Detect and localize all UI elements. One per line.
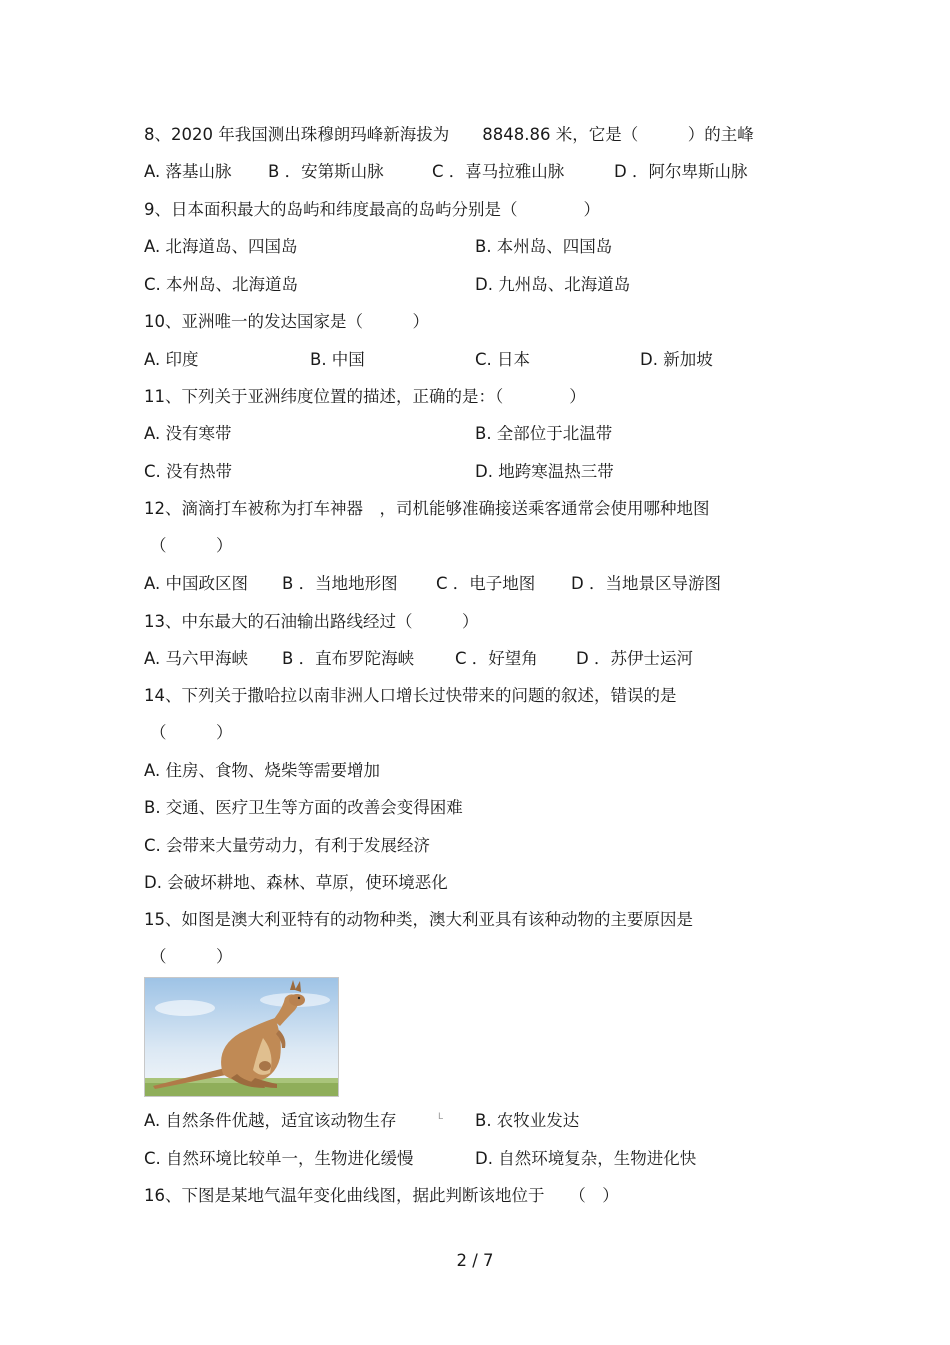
q8-option-d: D ．阿尔卑斯山脉: [614, 162, 748, 181]
question-10-stem: 10、亚洲唯一的发达国家是（ ）: [144, 312, 429, 331]
q8-option-a: A. 落基山脉: [144, 162, 232, 181]
question-13-stem: 13、中东最大的石油输出路线经过（ ）: [144, 612, 479, 631]
q10-option-c: C. 日本: [475, 350, 531, 369]
q12-option-c: C ．电子地图: [436, 574, 536, 593]
q8-option-b: B ．安第斯山脉: [268, 162, 384, 181]
q14-option-d: D. 会破坏耕地、森林、草原，使环境恶化: [144, 873, 448, 892]
q9-option-c: C. 本州岛、北海道岛: [144, 275, 299, 294]
stray-mark: L: [438, 1112, 444, 1122]
q14-option-c: C. 会带来大量劳动力，有利于发展经济: [144, 836, 431, 855]
question-9-stem: 9、日本面积最大的岛屿和纬度最高的岛屿分别是（ ）: [144, 200, 600, 219]
question-11-stem: 11、下列关于亚洲纬度位置的描述，正确的是：（ ）: [144, 387, 586, 406]
q11-option-c: C. 没有热带: [144, 462, 233, 481]
question-12-paren: （ ）: [150, 536, 233, 555]
question-15-paren: （ ）: [150, 947, 233, 966]
q9-option-a: A. 北海道岛、四国岛: [144, 237, 298, 256]
q15-option-d: D. 自然环境复杂，生物进化快: [475, 1149, 697, 1168]
q11-option-d: D. 地跨寒温热三带: [475, 462, 614, 481]
q13-option-b: B ．直布罗陀海峡: [282, 649, 415, 668]
q10-option-a: A. 印度: [144, 350, 199, 369]
q12-option-d: D ．当地景区导游图: [571, 574, 721, 593]
q14-option-a: A. 住房、食物、烧柴等需要增加: [144, 761, 380, 780]
page-number: 2 / 7: [456, 1251, 494, 1270]
q9-option-d: D. 九州岛、北海道岛: [475, 275, 631, 294]
question-12-stem: 12、滴滴打车被称为打车神器 ，司机能够准确接送乘客通常会使用哪种地图: [144, 499, 710, 518]
q8-option-c: C ．喜马拉雅山脉: [432, 162, 565, 181]
q10-option-d: D. 新加坡: [640, 350, 713, 369]
q9-option-b: B. 本州岛、四国岛: [475, 237, 613, 256]
q13-option-a: A. 马六甲海峡: [144, 649, 248, 668]
question-14-paren: （ ）: [150, 723, 233, 742]
q11-option-a: A. 没有寒带: [144, 424, 232, 443]
question-8-stem: 8、2020 年我国测出珠穆朗玛峰新海拔为 8848.86 米，它是（ ）的主峰: [144, 125, 754, 144]
q12-option-b: B ．当地地形图: [282, 574, 398, 593]
kangaroo-image: [144, 977, 339, 1097]
q12-option-a: A. 中国政区图: [144, 574, 248, 593]
q11-option-b: B. 全部位于北温带: [475, 424, 613, 443]
question-15-stem: 15、如图是澳大利亚特有的动物种类，澳大利亚具有该种动物的主要原因是: [144, 910, 693, 929]
q13-option-c: C ．好望角: [455, 649, 538, 668]
q15-option-a: A. 自然条件优越，适宜该动物生存: [144, 1111, 397, 1130]
q15-option-c: C. 自然环境比较单一，生物进化缓慢: [144, 1149, 414, 1168]
question-16-stem: 16、下图是某地气温年变化曲线图，据此判断该地位于 （ ）: [144, 1186, 619, 1205]
q10-option-b: B. 中国: [310, 350, 365, 369]
q15-option-b: B. 农牧业发达: [475, 1111, 580, 1130]
kangaroo-illustration: [145, 978, 338, 1096]
q14-option-b: B. 交通、医疗卫生等方面的改善会变得困难: [144, 798, 463, 817]
question-14-stem: 14、下列关于撒哈拉以南非洲人口增长过快带来的问题的叙述，错误的是: [144, 686, 677, 705]
q13-option-d: D ．苏伊士运河: [576, 649, 693, 668]
